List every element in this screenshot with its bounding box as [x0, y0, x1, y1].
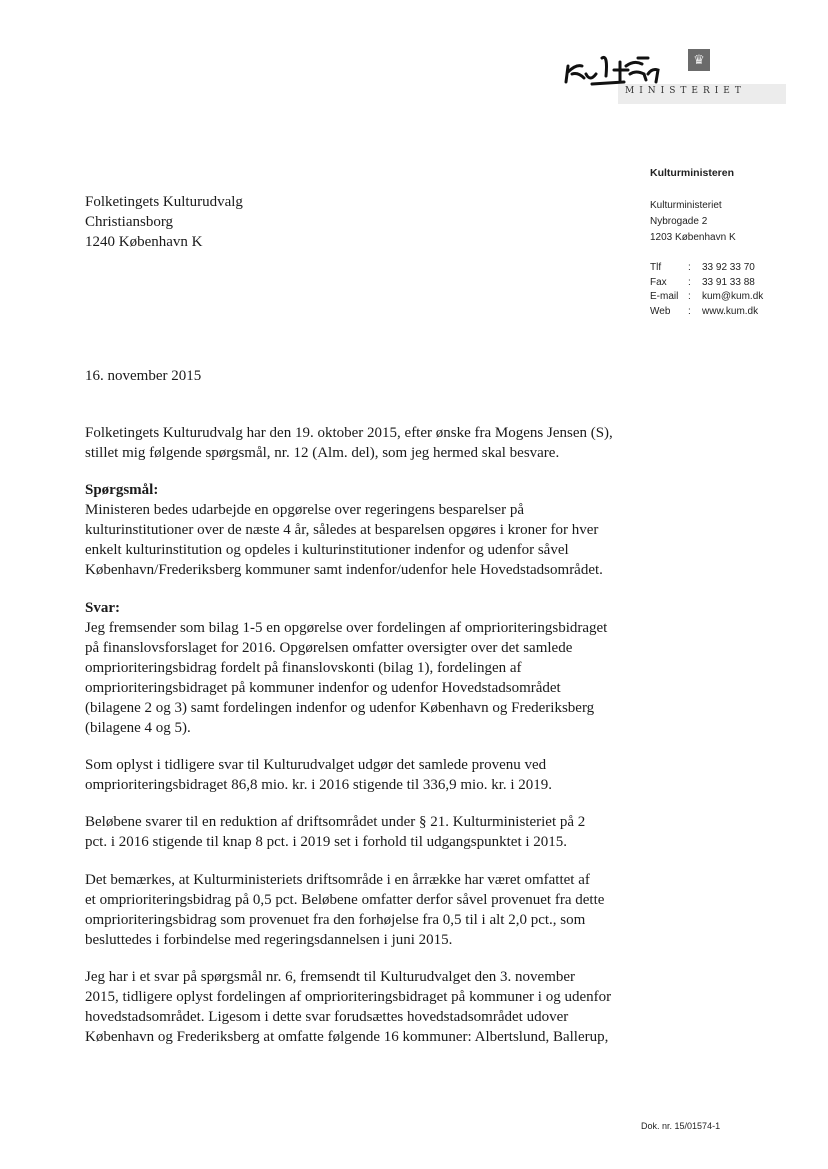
sender-contacts [650, 261, 763, 320]
doc-number: 15/01574-1 [674, 1121, 721, 1131]
contact-sep: : [688, 306, 691, 318]
doc-label: Dok. nr. [641, 1121, 673, 1131]
sender-address-line: Kulturministeriet [650, 200, 722, 211]
contact-web [650, 305, 763, 320]
contact-label: E-mail [650, 291, 679, 303]
crown-icon: ♛ [688, 49, 710, 71]
contact-label: Web [650, 306, 671, 318]
intro-paragraph [85, 423, 685, 463]
text-line: stillet mig følgende spørgsmål, nr. 12 (Alm. del), som jeg hermed skal besvare. [85, 445, 560, 461]
logo-signature [562, 52, 692, 86]
text-line: Som oplyst i tidligere svar til Kulturudvalget udgør det samlede provenu ved [85, 757, 547, 773]
logo-word: MINISTERIET [625, 86, 746, 96]
recipient-line: 1240 København K [85, 234, 203, 250]
sender-address-line: Nybrogade 2 [650, 216, 708, 227]
answer-section [85, 598, 685, 738]
text-line: København og Frederiksberg at omfatte følgende 16 kommuner: Albertslund, Ballerup, [85, 1029, 609, 1045]
contact-fax [650, 276, 763, 291]
text-line: 2015, tidligere oplyst fordelingen af omprioriteringsbidraget på kommuner i og udenfor [85, 989, 612, 1005]
text-line: Beløbene svarer til en reduktion af driftsområdet under § 21. Kulturministeriet på 2 [85, 814, 586, 830]
answer-paragraph-4 [85, 870, 685, 950]
document-number [641, 1119, 720, 1134]
recipient-line: Christiansborg [85, 214, 174, 230]
text-line: på finanslovsforslaget for 2016. Opgørelsen omfatter oversigter over det samlede [85, 640, 573, 656]
question-section [85, 480, 685, 580]
contact-label: Fax [650, 276, 667, 288]
contact-sep: : [688, 276, 691, 288]
text-line: pct. i 2016 stigende til knap 8 pct. i 2019 set i forhold til udgangspunktet i 2015. [85, 834, 568, 850]
text-line: Jeg fremsender som bilag 1-5 en opgørelse over fordelingen af omprioriteringsbidraget [85, 620, 608, 636]
text-line: Jeg har i et svar på spørgsmål nr. 6, fremsendt til Kulturudvalget den 3. november [85, 969, 576, 985]
text-line: omprioriteringsbidrag fordelt på finanslovskonti (bilag 1), fordelingen af [85, 660, 522, 676]
question-heading: Spørgsmål: [85, 482, 159, 498]
text-line: (bilagene 2 og 3) samt fordelingen indenfor og udenfor København og Frederiksberg [85, 700, 595, 716]
answer-heading: Svar: [85, 600, 120, 616]
text-line: Ministeren bedes udarbejde en opgørelse over regeringens besparelser på [85, 502, 524, 518]
contact-value[interactable]: kum@kum.dk [702, 291, 764, 303]
sender-address-line: 1203 København K [650, 232, 736, 243]
contact-value[interactable]: www.kum.dk [702, 306, 759, 318]
contact-email [650, 290, 763, 305]
text-line: enkelt kulturinstitution og opdeles i kulturinstitutioner indenfor og udenfor såvel [85, 542, 569, 558]
text-line: et omprioriteringsbidrag på 0,5 pct. Beløbene omfatter derfor såvel provenuet fra dette [85, 892, 605, 908]
text-line: kulturinstitutioner over de næste 4 år, således at besparelsen opgøres i kroner for hver [85, 522, 599, 538]
text-line: Folketingets Kulturudvalg har den 19. oktober 2015, efter ønske fra Mogens Jensen (S), [85, 425, 613, 441]
text-line: København/Frederiksberg kommuner samt indenfor/udenfor hele Hovedstadsområdet. [85, 562, 603, 578]
contact-label: Tlf [650, 262, 662, 273]
contact-sep: : [688, 291, 691, 303]
recipient-address [85, 192, 685, 252]
sender-title: Kulturministeren [650, 167, 735, 179]
contact-value: 33 92 33 70 [702, 262, 755, 273]
answer-paragraph-5 [85, 967, 685, 1047]
text-line: omprioriteringsbidraget 86,8 mio. kr. i 2016 stigende til 336,9 mio. kr. i 2019. [85, 777, 553, 793]
text-line: Det bemærkes, at Kulturministeriets driftsområde i en årrække har været omfattet af [85, 872, 590, 888]
recipient-line: Folketingets Kulturudvalg [85, 194, 243, 210]
answer-paragraph-3 [85, 812, 685, 852]
text-line: omprioriteringsbidrag som provenuet fra den forhøjelse fra 0,5 til i alt 2,0 pct., som [85, 912, 586, 928]
text-line: hovedstadsområdet. Ligesom i dette svar forudsættes hovedstadsområdet udover [85, 1009, 569, 1025]
text-line: omprioriteringsbidraget på kommuner indenfor og udenfor Hovedstadsområdet [85, 680, 561, 696]
contact-sep: : [688, 262, 691, 273]
contact-phone [650, 261, 763, 276]
text-line: besluttedes i forbindelse med regeringsdannelsen i juni 2015. [85, 932, 453, 948]
text-line: (bilagene 4 og 5). [85, 720, 191, 736]
contact-value: 33 91 33 88 [702, 276, 755, 288]
letter-date: 16. november 2015 [85, 368, 202, 384]
answer-paragraph-2 [85, 755, 685, 795]
